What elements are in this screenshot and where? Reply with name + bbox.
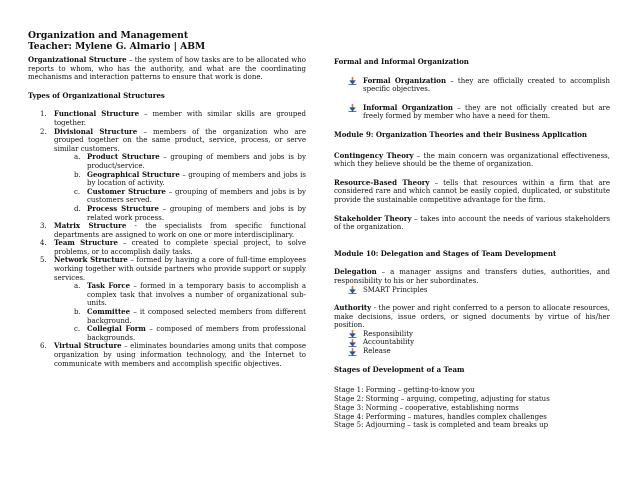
authority-paragraph — [334, 304, 610, 330]
bullet-item — [334, 286, 610, 295]
bullet-item — [334, 338, 610, 347]
authority-term: Authority — [334, 303, 372, 313]
formal-heading: Formal and Informal Organization — [334, 57, 469, 66]
stakeholder-text: – takes into account the needs of various stakeholders of the organization. — [334, 214, 610, 232]
informal-item — [334, 104, 610, 121]
bullet-item — [334, 330, 610, 339]
list-item — [28, 342, 306, 368]
item-number: 5. — [40, 256, 47, 265]
item-term: Functional Structure — [54, 109, 140, 119]
sub-letter: b. — [74, 170, 81, 179]
contingency-text: – the main concern was organizational effectiveness, which they believe should be the theme of organization. — [334, 151, 610, 169]
item-number: 3. — [40, 222, 47, 231]
item-number: 1. — [40, 110, 47, 119]
sub-item — [28, 325, 306, 342]
sub-item — [28, 171, 306, 188]
item-term: Team Structure — [54, 238, 118, 248]
stage-line: Stage 4: Performing – matures, handles complex challenges — [334, 412, 547, 421]
right-column — [334, 58, 610, 430]
list-item — [28, 239, 306, 256]
sub-letter: a. — [74, 153, 81, 162]
authority-text: - the power and right conferred to a person to allocate resources, make decisions, issue orders, or signed documents by virtue of his/her position. — [334, 304, 610, 330]
sub-item — [28, 282, 306, 308]
stages-heading: Stages of Development of a Team — [334, 364, 465, 374]
list-item — [28, 128, 306, 223]
arrow-bullet-icon — [348, 330, 357, 338]
list-item — [28, 256, 306, 342]
sub-text: – it composed selected members from different background. — [87, 308, 306, 325]
sub-term: Process Structure — [87, 203, 159, 213]
sub-letter: c. — [74, 187, 81, 196]
bullet-text: Responsibility — [363, 329, 414, 338]
arrow-bullet-icon — [348, 286, 357, 294]
arrow-bullet-icon — [348, 104, 357, 112]
sub-letter: a. — [74, 282, 81, 291]
sub-term: Geographical Structure — [87, 169, 180, 179]
intro-paragraph — [28, 56, 306, 82]
left-column — [28, 30, 306, 368]
sub-text: – grouping of members and jobs is by customers served. — [87, 187, 306, 205]
document-title: Organization and Management — [28, 30, 189, 41]
delegation-term: Delegation — [334, 267, 377, 277]
teacher-line: Teacher: Mylene G. Almario | ABM — [28, 41, 206, 52]
stage-line: Stage 2: Storming – arguing, competing, adjusting for status — [334, 395, 550, 404]
resource-term: Resource-Based Theory — [334, 177, 430, 187]
sub-letter: d. — [74, 204, 81, 213]
contingency-paragraph — [334, 152, 610, 169]
sub-term: Collegial Form — [87, 324, 146, 334]
sub-letter: c. — [74, 325, 81, 334]
sub-item — [28, 153, 306, 170]
item-text: – member with similar skills are grouped together. — [54, 110, 306, 127]
sub-letter: b. — [74, 308, 81, 317]
item-text: – created to complete special project, to solve problems, or to accomplish daily tasks. — [54, 239, 307, 256]
stakeholder-paragraph — [334, 215, 610, 232]
contingency-term: Contingency Theory — [334, 150, 414, 160]
stage-line: Stage 3: Norming – cooperative, establishing norms — [334, 403, 519, 412]
structure-list — [28, 110, 306, 368]
stakeholder-term: Stakeholder Theory — [334, 213, 412, 223]
sub-term: Customer Structure — [87, 186, 166, 196]
stage-line: Stage 5: Adjourning – task is completed and team breaks up — [334, 421, 549, 430]
resource-text: – tells that resources within a firm that are considered rare and which cannot be easily copied, duplicated, or substitute provide the sustainable competitive advantage for the firm. — [334, 178, 610, 204]
sub-term: Product Structure — [87, 152, 160, 162]
informal-term: Informal Organization — [363, 102, 453, 112]
item-text: – members of the organization who are grouped together on the same product, service, process, or serve similar customers. — [54, 127, 306, 153]
sub-text: – grouping of members and jobs is by location of activity. — [87, 170, 306, 188]
arrow-bullet-icon — [348, 339, 357, 347]
formal-term: Formal Organization — [363, 75, 447, 85]
module10-heading: Module 10: Delegation and Stages of Team Development — [334, 248, 557, 258]
types-heading: Types of Organizational Structures — [28, 90, 165, 100]
item-number: 2. — [40, 127, 47, 136]
item-text: – eliminates boundaries among units that compose organization by using information technology, and the Internet to communicate with members and accomplish specific objectives. — [54, 342, 306, 368]
item-number: 4. — [40, 239, 47, 248]
sub-text: – grouping of members and jobs is by product/service. — [87, 153, 306, 170]
resource-paragraph — [334, 179, 610, 205]
delegation-text: – a manager assigns and transfers duties, authorities, and responsibility to his or her subordinates. — [334, 268, 610, 285]
item-text: – formed by having a core of full-time employees working together with outside partners who provide support or supply services. — [54, 256, 306, 282]
formal-item — [334, 77, 610, 94]
item-term: Network Structure — [54, 255, 128, 265]
stage-line: Stage 1: Forming – getting-to-know you — [334, 386, 475, 395]
sub-term: Committee — [87, 307, 131, 317]
list-item — [28, 110, 306, 127]
item-term: Virtual Structure — [54, 341, 122, 351]
sub-list — [54, 282, 306, 342]
item-number: 6. — [40, 342, 47, 351]
informal-text: – they are not officially created but are freely formed by member who have a need for them. — [363, 103, 610, 121]
sub-text: – grouping of members and jobs is by related work process. — [87, 204, 307, 222]
intro-term: Organizational Structure — [28, 55, 127, 64]
bullet-item — [334, 347, 610, 356]
arrow-bullet-icon — [348, 348, 357, 356]
module9-heading: Module 9: Organization Theories and their Business Application — [334, 129, 587, 139]
sub-item — [28, 308, 306, 325]
item-text: - the specialists from specific functional departments are assigned to work on one or more interdisciplinary. — [54, 222, 306, 239]
sub-item — [28, 205, 306, 222]
sub-text: – formed in a temporary basis to accomplish a complex task that involves a number of organizational sub-units. — [87, 282, 307, 308]
bullet-text: SMART Principles — [363, 285, 428, 294]
sub-text: – composed of members from professional backgrounds. — [87, 325, 306, 342]
delegation-paragraph — [334, 268, 610, 285]
bullet-text: Accountability — [363, 338, 415, 347]
sub-term: Task Force — [87, 281, 131, 291]
bullet-text: Release — [363, 347, 391, 356]
formal-text: – they are officially created to accomplish specific objectives. — [363, 76, 610, 94]
sub-item — [28, 188, 306, 205]
sub-list — [54, 153, 306, 222]
item-term: Divisional Structure — [54, 126, 138, 136]
arrow-bullet-icon — [348, 77, 357, 85]
list-item — [28, 222, 306, 239]
item-term: Matrix Structure — [54, 221, 127, 231]
intro-text: – the system of how tasks are to be allocated who reports to whom, who has the authority, and what are the coordinating mechanisms and interaction patterns to ensure that work is done. — [28, 56, 306, 82]
